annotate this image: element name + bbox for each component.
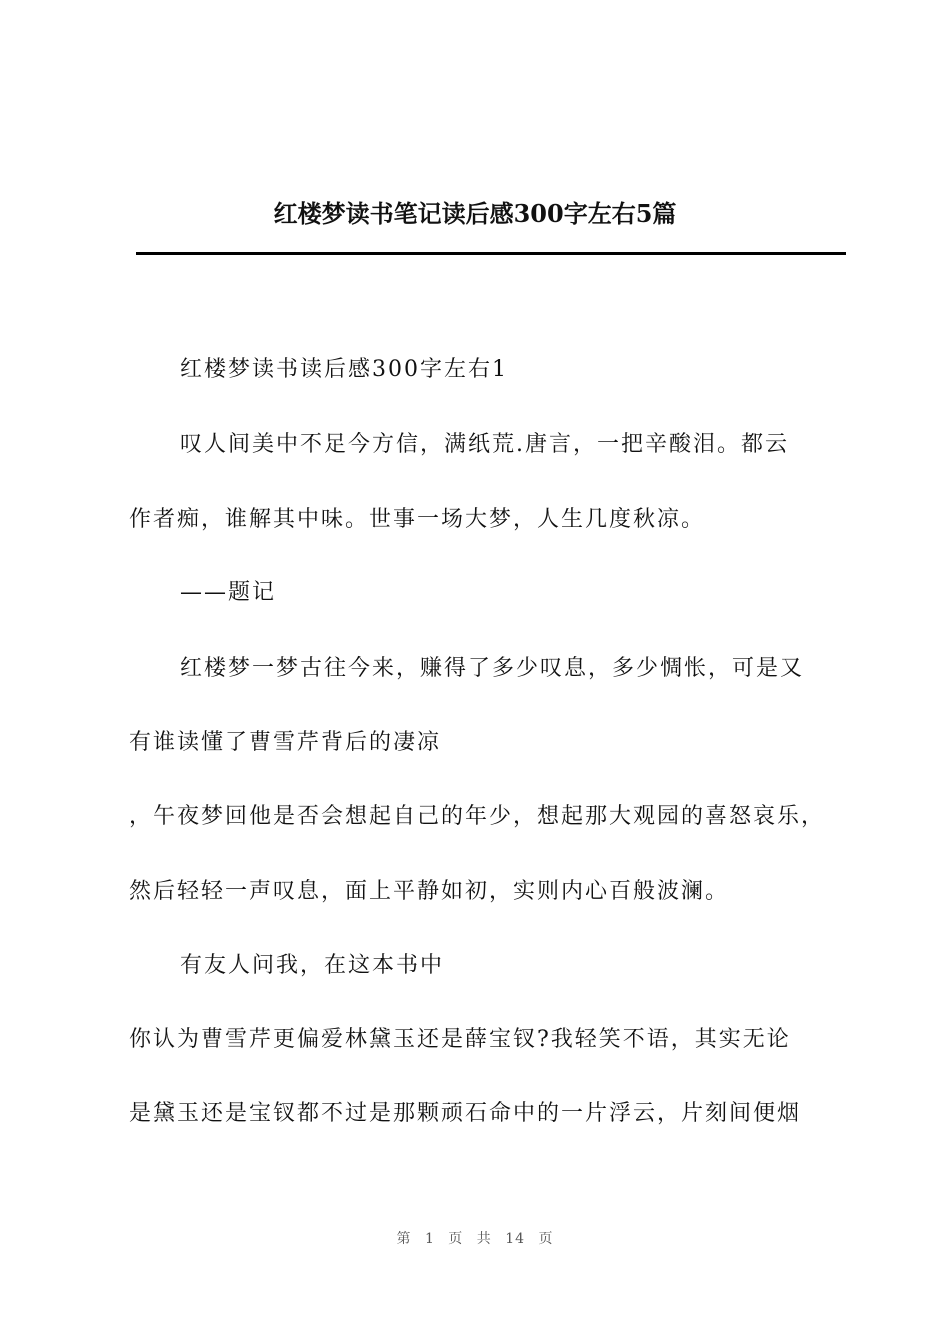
title-divider	[136, 252, 846, 255]
paragraph-line: 有友人问我，在这本书中	[180, 953, 445, 978]
page-footer: 第 1 页 共 14 页	[396, 1231, 554, 1247]
paragraph-line: 有谁读懂了曹雪芹背后的凄凉	[129, 730, 442, 755]
epigraph-attribution: ——题记	[180, 580, 277, 605]
paragraph-line: 叹人间美中不足今方信，满纸荒.唐言，一把辛酸泪。都云	[180, 432, 789, 457]
section-heading: 红楼梦读书读后感300字左右1	[180, 357, 508, 382]
paragraph-line: ，午夜梦回他是否会想起自己的年少，想起那大观园的喜怒哀乐，	[129, 804, 826, 829]
paragraph-line: 是黛玉还是宝钗都不过是那颗顽石命中的一片浮云，片刻间便烟	[129, 1101, 802, 1126]
paragraph-line: 红楼梦一梦古往今来，赚得了多少叹息，多少惆怅，可是又	[180, 656, 805, 681]
document-title: 红楼梦读书笔记读后感300字左右5篇	[273, 199, 677, 228]
paragraph-line: 作者痴，谁解其中味。世事一场大梦，人生几度秋凉。	[129, 507, 706, 532]
paragraph-line: 然后轻轻一声叹息，面上平静如初，实则内心百般波澜。	[129, 879, 730, 904]
paragraph-line: 你认为曹雪芹更偏爱林黛玉还是薛宝钗?我轻笑不语，其实无论	[129, 1027, 791, 1052]
